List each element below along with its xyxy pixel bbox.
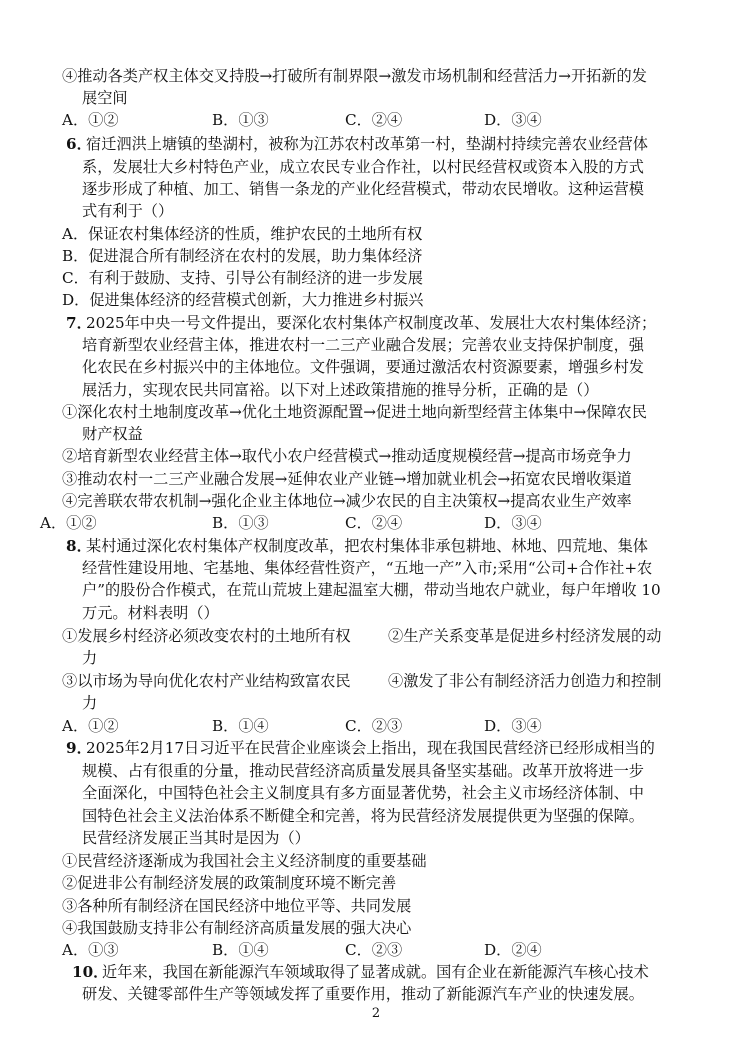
q6-choice-a: A．保证农村集体经济的性质，维护农民的土地所有权 bbox=[62, 225, 423, 243]
q5-statement-4-line2: 展空间 bbox=[82, 89, 128, 107]
q9-statement-2: ②促进非公有制经济发展的政策制度环境不断完善 bbox=[62, 874, 397, 892]
q9-stem-line2: 规模、占有很重的分量，推动民营经济高质量发展具备坚实基础。改革开放将进一步 bbox=[82, 762, 644, 780]
q8-stem-line4: 万元。材料表明（） bbox=[82, 604, 219, 622]
q9-statement-3: ③各种所有制经济在国民经济中地位平等、共同发展 bbox=[62, 897, 412, 915]
q8-statement-2-line1: ②生产关系变革是促进乡村经济发展的动 bbox=[388, 627, 662, 645]
q9-number: 9． bbox=[66, 739, 92, 757]
q8-statement-4: ④激发了非公有制经济活力创造力和控制 bbox=[388, 672, 662, 690]
q10-stem-line1: 近年来，我国在新能源汽车领域取得了显著成就。国有企业在新能源汽车核心技术 bbox=[102, 963, 649, 981]
q9-stem-line5: 民营经济发展正当其时是因为（） bbox=[82, 829, 310, 847]
q7-stem-line4: 展活力，实现农民共同富裕。以下对上述政策措施的推导分析，正确的是（） bbox=[82, 381, 599, 399]
q9-option-d: D．②④ bbox=[484, 941, 542, 959]
q7-option-c: C．②④ bbox=[345, 514, 403, 532]
q7-statement-1-line1: ①深化农村土地制度改革→优化土地资源配置→促进土地向新型经营主体集中→保障农民 bbox=[62, 403, 647, 421]
q8-stem-line1: 某村通过深化农村集体产权制度改革，把农村集体非承包耕地、林地、四荒地、集体 bbox=[86, 537, 648, 555]
q6-stem-line4: 式有利于（） bbox=[82, 202, 174, 220]
q5-option-a: A．①② bbox=[62, 111, 119, 129]
q7-option-b: B．①③ bbox=[212, 514, 269, 532]
q7-statement-3: ③推动农村一二三产业融合发展→延伸农业产业链→增加就业机会→拓宽农民增收渠道 bbox=[62, 470, 632, 488]
q8-number: 8． bbox=[66, 537, 92, 555]
q5-option-b: B．①③ bbox=[212, 111, 269, 129]
q7-statement-2: ②培育新型农业经营主体→取代小农户经营模式→推动适度规模经营→提高市场竞争力 bbox=[62, 447, 632, 465]
q6-stem-line2: 系，发展壮大乡村特色产业，成立农民专业合作社，以村民经营权或资本入股的方式 bbox=[82, 158, 644, 176]
q9-option-b: B．①④ bbox=[212, 941, 269, 959]
q8-stem-line2: 经营性建设用地、宅基地、集体经营性资产，“五地一产”入市;采用“公司+合作社+农 bbox=[82, 559, 653, 577]
q9-stem-line4: 国特色社会主义法治体系不断健全和完善，将为民营经济发展提供更为坚强的保障。 bbox=[82, 807, 644, 825]
q6-stem-line1: 宿迁泗洪上塘镇的垫湖村，被称为江苏农村改革第一村，垫湖村持续完善农业经营体 bbox=[86, 135, 648, 153]
q6-choice-c: C．有利于鼓励、支持、引导公有制经济的进一步发展 bbox=[62, 269, 423, 287]
q7-stem-line1: 2025年中央一号文件提出，要深化农村集体产权制度改革、发展壮大农村集体经济； bbox=[86, 314, 657, 332]
q7-stem-line2: 培育新型农业经营主体，推进农村一二三产业融合发展；完善农业支持保护制度，强 bbox=[82, 336, 644, 354]
q7-statement-4: ④完善联农带农机制→强化企业主体地位→减少农民的自主决策权→提高农业生产效率 bbox=[62, 492, 632, 510]
q7-stem-line3: 化农民在乡村振兴中的主体地位。文件强调，要通过激活农村资源要素，增强乡村发 bbox=[82, 358, 644, 376]
q5-option-c: C．②④ bbox=[345, 111, 403, 129]
q8-statement-4-tail: 力 bbox=[82, 694, 98, 712]
q8-statement-2-line2: 力 bbox=[82, 649, 98, 667]
q9-option-c: C．②③ bbox=[345, 941, 403, 959]
q9-statement-1: ①民营经济逐渐成为我国社会主义经济制度的重要基础 bbox=[62, 852, 427, 870]
q10-number: 10． bbox=[72, 963, 109, 981]
q5-option-d: D．③④ bbox=[484, 111, 542, 129]
page-number: 2 bbox=[371, 1006, 381, 1021]
q6-choice-b: B．促进混合所有制经济在农村的发展，助力集体经济 bbox=[62, 247, 423, 265]
q6-choice-d: D．促进集体经济的经营模式创新，大力推进乡村振兴 bbox=[62, 291, 424, 309]
q6-number: 6． bbox=[66, 135, 92, 153]
q6-stem-line3: 逐步形成了种植、加工、销售一条龙的产业化经营模式，带动农民增收。这种运营模 bbox=[82, 180, 644, 198]
q5-statement-4-line1: ④推动各类产权主体交叉持股→打破所有制界限→激发市场机制和经营活力→开拓新的发 bbox=[62, 67, 647, 85]
q9-stem-line1: 2025年2月17日习近平在民营企业座谈会上指出，现在我国民营经济已经形成相当的 bbox=[86, 739, 655, 757]
q7-option-a: A．①② bbox=[40, 514, 97, 532]
q7-statement-1-line2: 财产权益 bbox=[82, 425, 143, 443]
q8-statement-1: ①发展乡村经济必须改变农村的土地所有权 bbox=[62, 627, 351, 645]
q8-stem-line3: 户”的股份合作模式，在荒山荒坡上建起温室大棚，带动当地农户就业，每户年增收 10 bbox=[82, 581, 661, 599]
q9-statement-4: ④我国鼓励支持非公有制经济高质量发展的强大决心 bbox=[62, 919, 412, 937]
q8-option-b: B．①④ bbox=[212, 717, 269, 735]
q8-option-c: C．②③ bbox=[345, 717, 403, 735]
q7-option-d: D．③④ bbox=[484, 514, 542, 532]
q8-option-d: D．③④ bbox=[484, 717, 542, 735]
q9-option-a: A．①③ bbox=[62, 941, 119, 959]
q7-number: 7． bbox=[66, 314, 92, 332]
q8-statement-3: ③以市场为导向优化农村产业结构致富农民 bbox=[62, 672, 351, 690]
q9-stem-line3: 全面深化，中国特色社会主义制度具有多方面显著优势，社会主义市场经济体制、中 bbox=[82, 784, 644, 802]
q10-stem-line2: 研发、关键零部件生产等领域发挥了重要作用，推动了新能源汽车产业的快速发展。 bbox=[82, 985, 644, 1003]
q8-option-a: A．①② bbox=[62, 717, 119, 735]
